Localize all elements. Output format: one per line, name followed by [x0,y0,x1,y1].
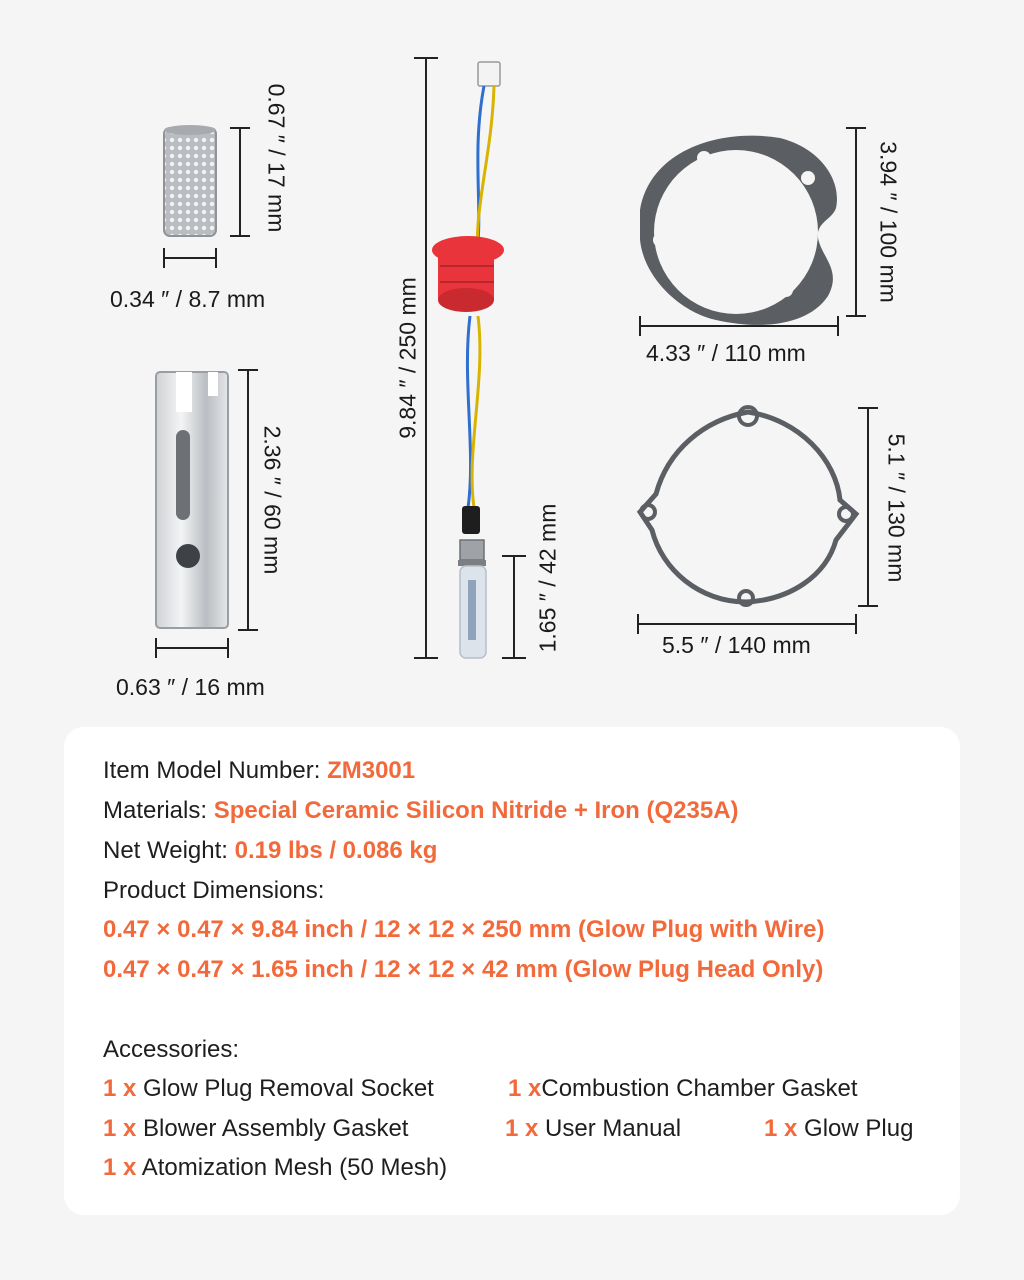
accessory-name: Glow Plug Removal Socket [136,1075,434,1102]
accessory-item [103,1115,408,1143]
accessories-title: Accessories: [103,1036,240,1063]
plug-head-label: 1.65 ″ / 42 mm [534,503,561,653]
socket-width-dimension [156,638,228,658]
accessory-qty: 1 x [103,1115,137,1142]
accessory-item [103,1154,447,1182]
accessory-name: User Manual [538,1115,682,1142]
dimensions-label: Product Dimensions: [103,877,325,904]
materials-row [103,797,739,825]
accessory-qty: 1 x [764,1115,798,1142]
materials-label: Materials: [103,797,214,824]
model-number-row [103,757,415,785]
gasket2-height-label: 5.1 ″ / 130 mm [883,433,910,583]
dimensions-line-1: 0.47 × 0.47 × 9.84 inch / 12 × 12 × 250 mm (Glow Plug with Wire) [103,916,825,943]
socket-height-dimension [238,370,258,630]
mesh-width-label: 0.34 ″ / 8.7 mm [110,286,266,312]
gasket2-width-dimension [638,614,856,634]
gasket1-height-label: 3.94 ″ / 100 mm [875,141,902,303]
accessory-name: Combustion Chamber Gasket [541,1075,858,1102]
accessory-qty: 1 x [505,1115,539,1142]
combustion-chamber-gasket-icon [640,136,837,325]
gasket2-height-dimension [858,408,878,606]
mesh-width-dimension [164,248,216,268]
materials-value: Special Ceramic Silicon Nitride + Iron (Q235A) [213,797,739,824]
socket-height-label: 2.36 ″ / 60 mm [259,425,286,575]
accessory-item [764,1115,913,1143]
accessory-qty: 1 x [508,1075,542,1102]
accessory-name: Atomization Mesh (50 Mesh) [136,1154,448,1181]
plug-head-dimension [502,556,526,658]
atomization-mesh-icon [164,125,216,236]
weight-value: 0.19 lbs / 0.086 kg [234,837,438,864]
socket-width-label: 0.63 ″ / 16 mm [116,674,265,700]
accessory-name: Blower Assembly Gasket [136,1115,409,1142]
weight-row [103,837,437,865]
accessory-name: Glow Plug [797,1115,914,1142]
accessory-item [103,1075,434,1103]
spec-card [64,727,960,1215]
mesh-height-dimension [230,128,250,236]
gasket1-width-label: 4.33 ″ / 110 mm [646,340,806,366]
glow-plug-icon [432,62,504,658]
accessory-item [508,1075,858,1103]
blower-assembly-gasket-icon [640,407,856,605]
model-number-label: Item Model Number: [103,757,328,784]
accessory-qty: 1 x [103,1075,137,1102]
rubber-seal-icon [432,236,504,312]
accessory-qty: 1 x [103,1154,137,1181]
gasket1-height-dimension [846,128,866,316]
weight-label: Net Weight: [103,837,235,864]
model-number-value: ZM3001 [327,757,416,784]
mesh-height-label: 0.67 ″ / 17 mm [263,83,290,233]
wire-length-label: 9.84 ″ / 250 mm [394,277,421,439]
accessory-item [505,1115,681,1143]
removal-socket-icon [156,372,228,628]
dimensions-line-2: 0.47 × 0.47 × 1.65 inch / 12 × 12 × 42 mm (Glow Plug Head Only) [103,956,824,983]
gasket2-width-label: 5.5 ″ / 140 mm [662,632,811,658]
